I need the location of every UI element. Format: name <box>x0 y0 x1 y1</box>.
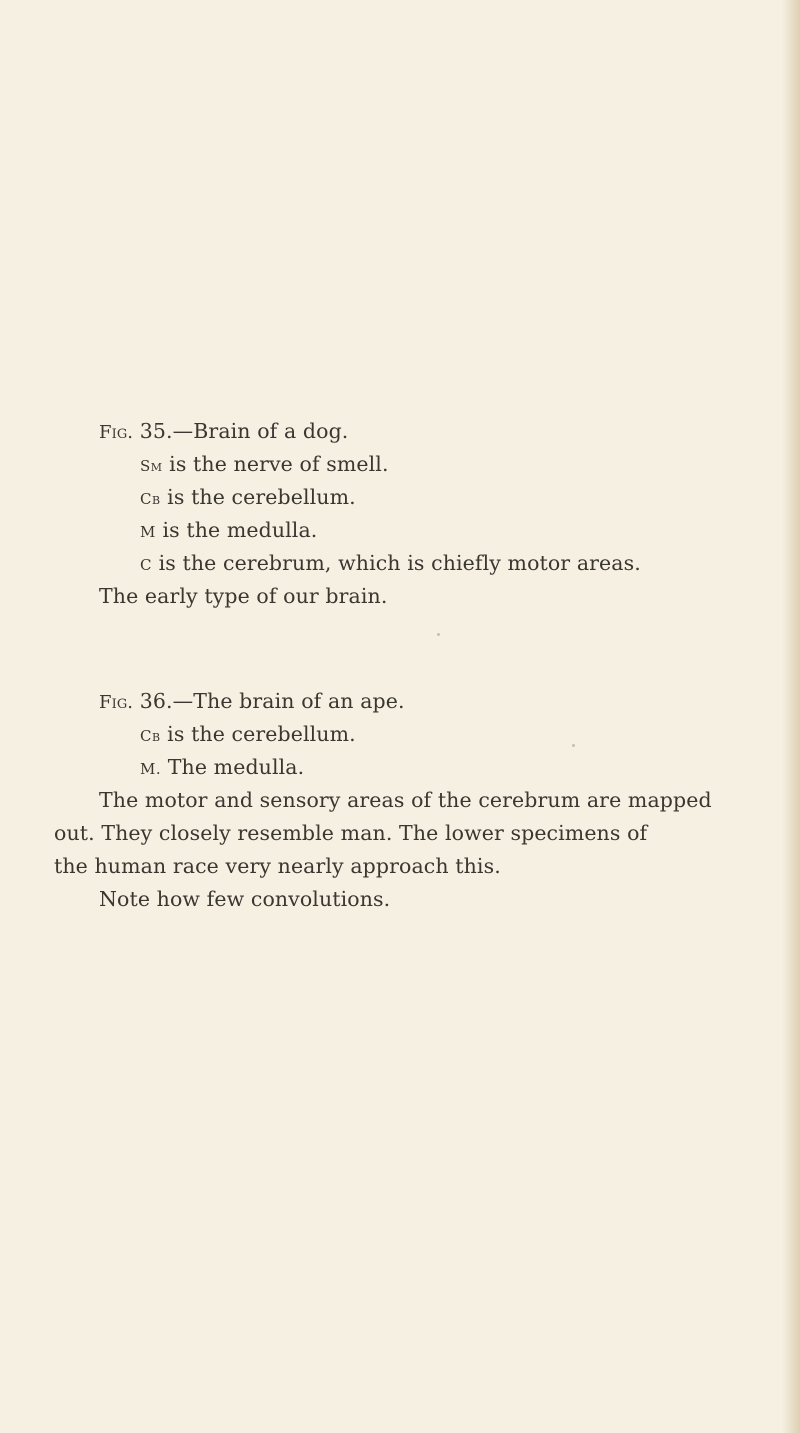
fig-36-item-m <box>99 751 789 784</box>
label-cb: Cb <box>140 490 161 508</box>
fig-35-heading-rest: 35.—Brain of a dog. <box>133 419 349 443</box>
item-text: The medulla. <box>161 755 305 779</box>
item-text: is the cerebellum. <box>160 485 356 509</box>
fig-36-heading-rest: 36.—The brain of an ape. <box>133 689 405 713</box>
label-m: M. <box>140 760 162 778</box>
fig-35-item-sm <box>99 448 789 481</box>
label-m: M <box>140 523 156 541</box>
fig-35-heading-fig: Fig. <box>99 422 134 443</box>
fig-36-heading-fig: Fig. <box>99 692 134 713</box>
label-c: C <box>140 556 152 574</box>
fig-36-paragraph-line-2: out. They closely resemble man. The lower specimens of <box>54 821 648 845</box>
paper-speck <box>437 633 440 636</box>
fig-36-item-cb <box>99 718 789 751</box>
item-text: is the cerebrum, which is chiefly motor areas. <box>151 551 641 575</box>
item-text: is the medulla. <box>155 518 318 542</box>
fig-35-item-cb <box>99 481 789 514</box>
label-cb: Cb <box>140 727 161 745</box>
fig-35-heading <box>99 415 789 448</box>
fig-36-paragraph-line-3: the human race very nearly approach this. <box>54 854 501 878</box>
fig-36-paragraph-line-1: The motor and sensory areas of the cerebrum are mapped <box>99 788 712 812</box>
item-text: is the cerebellum. <box>160 722 356 746</box>
fig-35-caption <box>99 415 789 613</box>
fig-35-item-c <box>99 547 789 580</box>
fig-36-paragraph-line-4: Note how few convolutions. <box>99 887 391 911</box>
label-sm: Sm <box>140 457 163 475</box>
fig-36-heading <box>99 685 789 718</box>
fig-36-caption <box>54 685 789 916</box>
item-text: is the nerve of smell. <box>162 452 389 476</box>
fig-35-closing: The early type of our brain. <box>99 584 388 608</box>
fig-35-item-m <box>99 514 789 547</box>
